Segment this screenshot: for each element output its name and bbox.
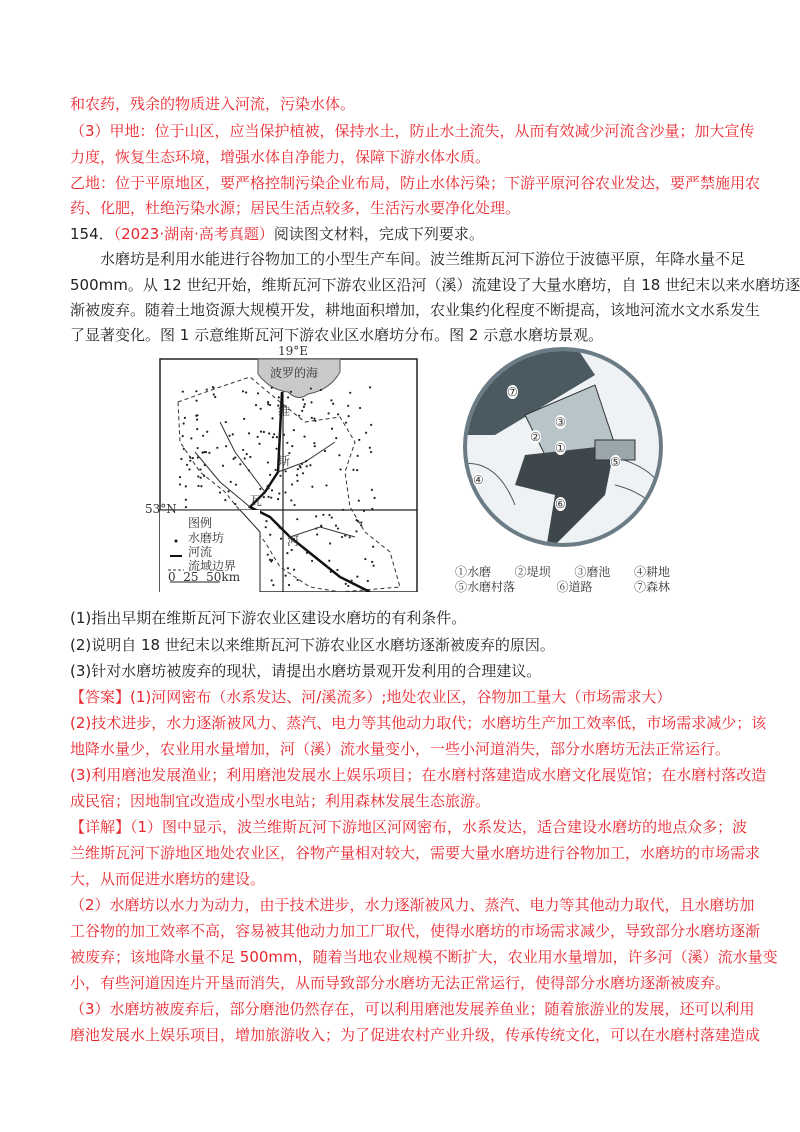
mill-dot [182,391,184,393]
mill-dot [267,461,269,463]
mill-dot [184,417,186,419]
mill-dot [225,421,227,423]
mill-dot [267,401,269,403]
prev-answer-line: 力度，恢复生态环境，增强水体自净能力，保障下游水体水质。 [70,148,491,166]
sub-question: (1)指出早期在维斯瓦河下游农业区建设水磨坊的有利条件。 [70,609,467,627]
mill-dot [271,579,273,581]
answer-line: (2)技术进步，水力逐渐被风力、蒸汽、电力等其他动力取代；水磨坊生产加工效率低，市场需求减少；该 [70,714,767,732]
mill-dot [349,392,351,394]
detail-line: 兰维斯瓦河下游地区地处农业区，谷物产量相对较大，需要大量水磨坊进行谷物加工，水磨坊的市场需求 [70,844,761,862]
mill-dot [345,583,347,585]
mill-dot [268,487,270,489]
scale-bar: 0 25 50km [168,570,241,584]
mill-dot [189,456,191,458]
mill-dot [234,456,236,458]
mill-dot [245,391,247,393]
marker-forest: ⑦ [507,385,518,399]
mill-dot [182,435,184,437]
legend-item: ④耕地 [633,565,670,579]
mill-dot [278,396,280,398]
mill-dot [360,521,362,523]
marker-pond: ③ [555,415,566,429]
mill-dot [358,500,360,502]
mill-dot [183,448,185,450]
mill-dot [260,431,262,433]
mill-dot [314,420,316,422]
mill-dot [328,560,330,562]
mill-dot [206,431,208,433]
mill-dot [268,496,270,498]
mill-dot [225,445,227,447]
mill-dot [201,452,203,454]
prev-answer-line: （3）甲地：位于山区，应当保护植被，保持水土，防止水土流失，从而有效减少河流含沙量；加大宣传 [70,122,755,140]
mill-dot [283,434,285,436]
mill-dot [213,393,215,395]
mill-dot [243,418,245,420]
mill-dot [313,417,315,419]
mill-dot [267,485,269,487]
mill-dot [332,403,334,405]
mill-dot [311,486,313,488]
mill-dot [197,475,199,477]
mill-dot [249,456,251,458]
material-line: 水磨坊是利用水能进行谷物加工的小型生产车间。波兰维斯瓦河下游位于波德平原，年降水量不足 [100,250,746,268]
material-line: 渐被废弃。随着土地资源大规模开发，耕地面积增加，农业集约化程度不断提高，该地河流水文水系发生 [70,301,761,319]
detail-line: 被废弃；该地降水量不足 500mm，随着当地农业规模不断扩大，农业用水量增加，许多河（溪）流水量变 [70,948,778,966]
mill-dot [186,464,188,466]
mill-dot [355,530,357,532]
mill-dot [341,536,343,538]
mill-dot [301,410,303,412]
mill-dot [356,469,358,471]
mill-dot [248,432,250,434]
mill-dot [277,498,279,500]
mill-dot [197,485,199,487]
mill-dot [273,433,275,435]
prev-answer-line: 乙地：位于平原地区，要严格控制污染企业布局，防止水体污染；下游平原河谷农业发达，要严禁施用农 [70,174,761,192]
river-char: 瓦 [250,494,263,508]
mill-dot [355,519,357,521]
mill-dot [258,443,260,445]
mill-dot [330,571,332,573]
marker-village: ⑤ [610,455,621,469]
marker-farmland: ④ [473,473,484,487]
mill-dot [239,463,241,465]
mill-dot [242,449,244,451]
mill-dot [328,514,330,516]
mill-dot [200,477,202,479]
mill-dot [205,451,207,453]
mill-dot [183,422,185,424]
mill-dot [280,538,282,540]
mill-dot [279,433,281,435]
sub-question: (3)针对水磨坊被废弃的现状，请提出水磨坊景观开发利用的合理建议。 [70,662,542,680]
mill-dot [269,474,271,476]
detail-line: 大，从而促进水磨坊的建设。 [70,870,266,888]
mill-dot [311,560,313,562]
mill-dot [305,460,307,462]
answer-tag: 【答案】 [70,688,131,706]
mill-dot [224,499,226,501]
mill-dot [272,584,274,586]
mill-dot [246,453,248,455]
mill-dot [314,445,316,447]
mill-dot [348,415,350,417]
mill-dot [299,465,301,467]
mill-dot [232,433,234,435]
mill-dot [338,454,340,456]
mill-dot [291,445,293,447]
mill-dot [196,428,198,430]
mill-dot [298,415,300,417]
mill-dot [195,415,197,417]
mill-dot [315,515,317,517]
mill-dot [272,436,274,438]
mill-dot [279,475,281,477]
mill-dot [320,389,322,391]
mill-dot [331,516,333,518]
mill-dot [227,490,229,492]
mill-dot [260,408,262,410]
detail-line: （3）水磨坊被废弃后，部分磨池仍然存在，可以利用磨池发展养鱼业；随着旅游业的发展，还可以利用 [70,1000,755,1018]
question-source: （2023·湖南·高考真题） [113,225,274,243]
mill-dot [347,405,349,407]
mill-dot [369,386,371,388]
mill-dot [331,428,333,430]
mill-dot [206,388,208,390]
mill-dot [339,468,341,470]
legend-mill: 水磨坊 [188,531,225,545]
mill-dot [235,484,237,486]
mill-dot [352,469,354,471]
detail-line: 磨池发展水上娱乐项目，增加旅游收入；为了促进农村产业升级，传承传统文化，可以在水磨村落建造成 [70,1026,761,1044]
mill-dot [190,437,192,439]
mill-dot [208,452,210,454]
figure1-map [140,342,430,592]
legend-item: ③磨池 [574,565,611,579]
mill-dot [337,527,339,529]
detail-line: （2）水磨坊以水力为动力，由于技术进步，水力逐渐被风力、蒸汽、电力等其他动力取代，且水磨坊加 [70,896,755,914]
mill-dot [200,485,202,487]
mill-dot [372,546,374,548]
mill-dot [287,567,289,569]
mill-dot [263,431,265,433]
question-prompt: 阅读图文材料，完成下列要求。 [273,225,484,243]
mill-dot [195,400,197,402]
mill-dot [291,549,293,551]
sea-label: 波罗的海 [270,366,319,380]
sub-question: (2)说明自 18 世纪末以来维斯瓦河下游农业区水磨坊逐渐被废弃的原因。 [70,636,555,654]
river-char: 斯 [278,454,291,468]
mill-dot [370,424,372,426]
mill-dot [212,386,214,388]
mill-dot [345,422,347,424]
mill-dot [291,483,293,485]
mill-dot [349,536,351,538]
mill-dot [324,450,326,452]
mill-dot [336,569,338,571]
mill-dot [197,456,199,458]
mill-dot [310,387,312,389]
mill-dot [189,460,191,462]
mill-dot [202,435,204,437]
mill-dot [286,552,288,554]
mill-dot [365,432,367,434]
mill-dot [306,465,308,467]
mill-dot [195,390,197,392]
question-header [70,224,730,244]
mill-dot [248,469,250,471]
marker-mill: ① [555,441,566,455]
mill-dot [302,472,304,474]
mill-dot [219,491,221,493]
marker-dam: ② [530,430,541,444]
mill-dot [297,468,299,470]
mill-dot [371,561,373,563]
mill-dot [329,542,331,544]
mill-dot [293,429,295,431]
mill-dot [360,524,362,526]
mill-dot [265,526,267,528]
mill-dot [373,565,375,567]
mill-dot [297,579,299,581]
mill-dot [257,436,259,438]
detail-line: 工谷物的加工效率不高，容易被其他动力加工厂取代，使得水磨坊的市场需求减少，导致部分水磨坊逐渐 [70,922,761,940]
mill-dot [347,585,349,587]
mill-dot [367,580,369,582]
legend-item: ⑤水磨村落 [455,580,516,594]
mill-dot [316,533,318,535]
mill-dot [303,406,305,408]
river-char: 维 [278,404,291,418]
mill-dot [269,534,271,536]
mill-dot [325,484,327,486]
mill-dot [304,403,306,405]
mill-dot [335,437,337,439]
longitude-label: 19°E [278,344,309,358]
prev-answer-line: 药、化肥，杜绝污染水源；居民生活点较多，生活污水要净化处理。 [70,199,521,217]
mill-dot [330,399,332,401]
mill-dot [293,569,295,571]
mill-dot [180,458,182,460]
mill-dot [222,465,224,467]
mill-dot [293,504,295,506]
detail-tag: 【详解】 [70,818,131,836]
legend-boundary: 流域边界 [188,559,237,573]
mill-dot [275,469,277,471]
detail-line [70,817,748,837]
mill-dot [351,580,353,582]
mill-dot [290,391,292,393]
question-number: 154． [70,225,114,243]
mill-dot [188,468,190,470]
mill-dot [328,412,330,414]
legend-river: 河流 [188,545,213,559]
mill-dot [303,436,305,438]
answer-text: (1)河网密布（水系发达、河/溪流多）;地处农业区，谷物加工量大（市场需求大） [130,688,672,706]
legend-item: ⑦森林 [633,580,670,594]
mill-dot [359,407,361,409]
mill-dot [369,447,371,449]
mill-dot [267,403,269,405]
mill-dot [278,526,280,528]
mill-dot [179,476,181,478]
mill-dot [204,464,206,466]
mill-dot [335,525,337,527]
mill-dot [197,447,199,449]
legend-title: 图例 [188,516,213,530]
mill-dot [302,398,304,400]
mill-dot [371,508,373,510]
mill-dot [255,404,257,406]
mill-dot [268,432,270,434]
legend-item: ①水磨 [455,565,492,579]
river-char: 河 [287,534,300,548]
mill-dot [364,558,366,560]
mill-dot [358,439,360,441]
mill-dot [234,503,236,505]
mill-dot [216,447,218,449]
mill-dot [373,497,375,499]
mill-dot [310,401,312,403]
prev-answer-line: 和农药，残余的物质进入河流，污染水体。 [70,95,356,113]
material-line: 了显著变化。图 1 示意维斯瓦河下游农业区水磨坊分布。图 2 示意水磨坊景观。 [70,326,604,344]
mill-dot [311,417,313,419]
latitude-label: 53°N [145,502,177,516]
mill-dot [315,527,317,529]
mill-dot [301,463,303,465]
mill-dot [271,489,273,491]
mill-dot [199,468,201,470]
mill-dot [306,552,308,554]
answer-line: (3)利用磨池发展渔业；利用磨池发展水上娱乐项目；在水磨村落建造成水磨文化展览馆；在水磨村落改造 [70,766,767,784]
answer-line: 地降水量少，农业用水量增加，河（溪）流水量变小，一些小河道消失，部分水磨坊无法正常运行。 [70,740,731,758]
mill-dot [370,451,372,453]
mill-dot [363,510,365,512]
mill-dot [322,514,324,516]
mill-dot [344,535,346,537]
mill-dot [196,419,198,421]
detail-line: 小，有些河道因连片开垦而消失，从而导致部分水磨坊无法正常运行，使得部分水磨坊逐渐被废弃。 [70,974,731,992]
mill-dot [276,436,278,438]
mill-dot [285,575,287,577]
mill-dot [185,499,187,501]
mill-dot [313,442,315,444]
mill-dot [270,497,272,499]
figure2-legend-row [455,578,670,595]
mill-dot [296,518,298,520]
mill-dot [290,499,292,501]
mill-dot [287,396,289,398]
mill-dot [271,387,273,389]
mill-dot [269,559,271,561]
mill-dot [192,457,194,459]
figure2-landscape [455,345,675,595]
mill-dot [357,455,359,457]
mill-dot [185,506,187,508]
answer-line: 成民宿；因地制宜改造成小型水电站；利用森林发展生态旅游。 [70,792,491,810]
mill-dot [278,492,280,494]
mill-dot [309,464,311,466]
material-line: 500mm。从 12 世纪开始，维斯瓦河下游农业区沿河（溪）流建设了大量水磨坊，自 18 世纪末以来水磨坊逐 [70,276,800,294]
mill-dot [271,417,273,419]
mill-dot [203,475,205,477]
mill-dot [265,520,267,522]
mill-dot [275,448,277,450]
mill-dot [320,525,322,527]
mill-dot [337,413,339,415]
mill-dot [242,390,244,392]
legend-item: ②堤坝 [514,565,551,579]
mill-dot [259,488,261,490]
mill-dot [263,496,265,498]
mill-dot [356,575,358,577]
mill-dot [296,474,298,476]
mill-dot [271,559,273,561]
mill-dot [244,457,246,459]
mill-dot [179,483,181,485]
mill-dot [286,442,288,444]
mill-dot [288,584,290,586]
mill-dot [296,480,298,482]
mill-dot [228,435,230,437]
legend-item: ⑥道路 [556,580,593,594]
mill-dot [267,554,269,556]
mill-dot [342,509,344,511]
mill-dot [257,392,259,394]
mill-dot [284,491,286,493]
mill-dot [185,485,187,487]
mill-dot [371,489,373,491]
detail-text: （1）图中显示，波兰维斯瓦河下游地区河网密布，水系发达，适合建设水磨坊的地点众多；波 [130,818,748,836]
mill-dot [230,481,232,483]
mill-dot [214,396,216,398]
marker-road: ⑥ [555,497,566,511]
answer-line [70,687,730,707]
mill-dot [285,470,287,472]
